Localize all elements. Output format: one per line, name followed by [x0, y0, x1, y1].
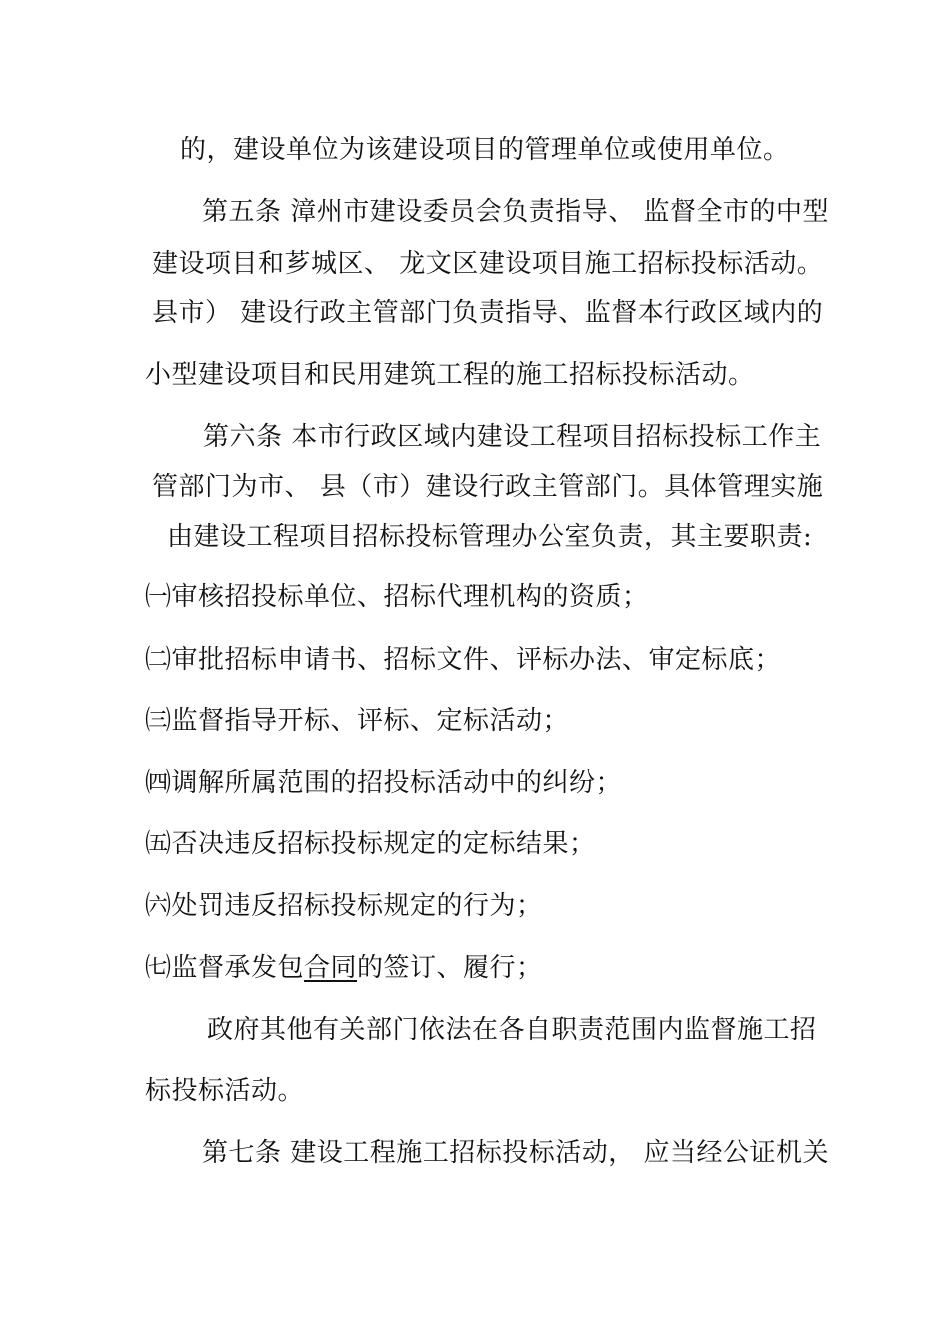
list-item: ㈤否决违反招标投标规定的定标结果； — [145, 829, 596, 859]
article-5-heading-line: 第五条 漳州市建设委员会负责指导、 监督全市的中型 — [202, 197, 830, 227]
list-item: ㈠审核招投标单位、招标代理机构的资质； — [145, 582, 649, 612]
list-item-text-tail: 的签订、履行； — [357, 953, 543, 983]
text-line: 的，建设单位为该建设项目的管理单位或使用单位。 — [180, 135, 790, 165]
text-line: 标投标活动。 — [145, 1076, 305, 1106]
text-line: 建设项目和芗城区、 龙文区建设项目施工招标投标活动。 — [152, 249, 824, 279]
text-line: 小型建设项目和民用建筑工程的施工招标投标活动。 — [145, 360, 755, 390]
contract-underlined-text: 合同 — [304, 953, 358, 983]
article-7-heading-line: 第七条 建设工程施工招标投标活动， 应当经公证机关 — [202, 1138, 830, 1168]
list-item: ㈢监督指导开标、评标、定标活动； — [145, 706, 570, 736]
text-line: 县市） 建设行政主管部门负责指导、监督本行政区域内的 — [152, 298, 824, 328]
list-item: ㈣调解所属范围的招投标活动中的纠纷； — [145, 768, 623, 798]
text-line: 政府其他有关部门依法在各自职责范围内监督施工招 — [207, 1015, 817, 1045]
list-item: ㈡审批招标申请书、招标文件、评标办法、审定标底； — [145, 645, 782, 675]
article-6-heading-line: 第六条 本市行政区域内建设工程项目招标投标工作主 — [203, 422, 822, 452]
text-line: 由建设工程项目招标投标管理办公室负责，其主要职责: — [167, 522, 813, 552]
text-line: 管部门为市、 县（市）建设行政主管部门。具体管理实施 — [152, 472, 824, 502]
list-item — [145, 951, 543, 985]
list-item: ㈥处罚违反招标投标规定的行为； — [145, 891, 543, 921]
list-item-text: ㈦监督承发包 — [145, 953, 305, 983]
